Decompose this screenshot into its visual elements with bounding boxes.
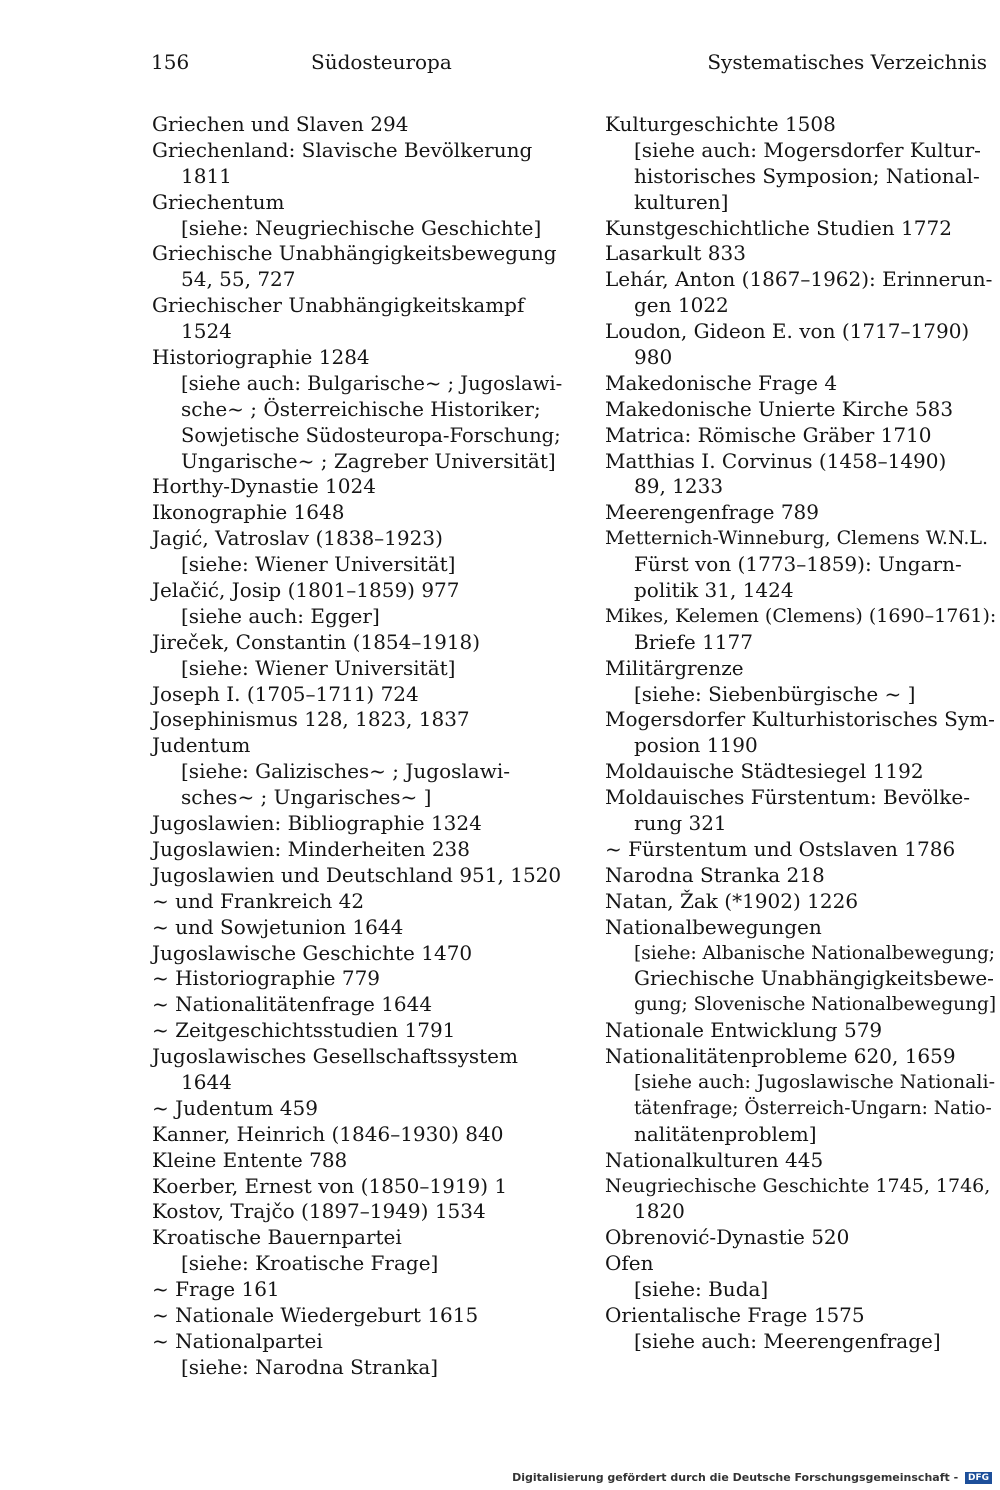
index-entry: Griechischer Unabhängigkeitskampf (152, 293, 525, 318)
index-entry: [siehe: Siebenbürgische ~ ] (634, 681, 916, 706)
index-entry: Lasarkult 833 (605, 241, 746, 266)
index-entry: Jugoslawien und Deutschland 951, 1520 (152, 862, 562, 887)
index-entry: Jugoslawische Geschichte 1470 (152, 940, 473, 965)
index-entry: ~ und Frankreich 42 (152, 888, 365, 913)
index-entry: rung 321 (634, 811, 727, 836)
index-entry: [siehe: Buda] (634, 1277, 769, 1302)
index-entry: Moldauische Städtesiegel 1192 (605, 759, 924, 784)
index-entry: Kunstgeschichtliche Studien 1772 (605, 215, 952, 240)
index-entry: Jagić, Vatroslav (1838–1923) (152, 526, 443, 551)
index-entry: politik 31, 1424 (634, 578, 794, 603)
index-entry: Koerber, Ernest von (1850–1919) 1 (152, 1173, 508, 1198)
index-entry: 1811 (181, 163, 232, 188)
index-entry: [siehe: Kroatische Frage] (181, 1251, 439, 1276)
index-entry: Kulturgeschichte 1508 (605, 112, 836, 136)
index-entry: Matthias I. Corvinus (1458–1490) (605, 448, 947, 473)
index-entry: Ikonographie 1648 (152, 500, 345, 525)
index-column-left (152, 112, 562, 1381)
index-entry: Historiographie 1284 (152, 345, 370, 370)
index-entry: Nationalkulturen 445 (605, 1147, 824, 1172)
index-entry: Obrenović-Dynastie 520 (605, 1225, 850, 1250)
index-entry: Makedonische Unierte Kirche 583 (605, 396, 954, 421)
index-entry: Briefe 1177 (634, 629, 753, 654)
index-entry: 980 (634, 345, 673, 370)
index-entry: Matrica: Römische Gräber 1710 (605, 422, 932, 447)
index-column-right (605, 112, 997, 1355)
index-entry: 1644 (181, 1069, 232, 1094)
index-entry: Sowjetische Südosteuropa-Forschung; (181, 423, 561, 447)
index-entry: 54, 55, 727 (181, 267, 296, 292)
index-entry: ~ Judentum 459 (152, 1095, 318, 1120)
index-entry: Griechentum (152, 189, 285, 214)
index-entry: Makedonische Frage 4 (605, 370, 838, 395)
index-entry: Joseph I. (1705–1711) 724 (152, 681, 419, 706)
index-entry: Meerengenfrage 789 (605, 500, 820, 525)
index-entry: Narodna Stranka 218 (605, 862, 825, 887)
footer-credit-text: Digitalisierung gefördert durch die Deutsche Forschungsgemeinschaft - (512, 1471, 959, 1484)
index-entry: kulturen] (634, 189, 729, 214)
index-entry: posion 1190 (634, 733, 758, 758)
index-entry: Ungarische~ ; Zagreber Universität] (181, 448, 556, 473)
page-header (151, 50, 991, 80)
index-entry: ~ und Sowjetunion 1644 (152, 914, 404, 939)
index-entry: Militärgrenze (605, 655, 744, 680)
index-entry: Horthy-Dynastie 1024 (152, 474, 376, 499)
index-entry: Griechische Unabhängigkeitsbewe- (634, 966, 994, 991)
index-entry: [siehe: Narodna Stranka] (181, 1354, 439, 1379)
index-entry: Moldauisches Fürstentum: Bevölke- (605, 785, 971, 810)
digitization-footer (512, 1471, 992, 1484)
index-entry: sches~ ; Ungarisches~ ] (181, 785, 432, 810)
index-entry: [siehe auch: Meerengenfrage] (634, 1328, 941, 1353)
index-entry: Kanner, Heinrich (1846–1930) 840 (152, 1121, 504, 1146)
running-head-region: Südosteuropa (311, 50, 452, 74)
index-entry: Fürst von (1773–1859): Ungarn- (634, 552, 962, 577)
running-head-section: Systematisches Verzeichnis (707, 50, 987, 74)
index-entry: 89, 1233 (634, 474, 724, 499)
index-entry: gung; Slovenische Nationalbewegung] (634, 994, 997, 1016)
index-entry: Kroatische Bauernpartei (152, 1225, 402, 1250)
index-entry: [siehe: Wiener Universität] (181, 552, 456, 577)
page-number: 156 (151, 50, 190, 74)
index-entry: Griechische Unabhängigkeitsbewegung (152, 241, 557, 266)
index-entry: Ofen (605, 1251, 654, 1276)
index-entry: Jugoslawien: Bibliographie 1324 (152, 811, 482, 836)
index-entry: [siehe auch: Bulgarische~ ; Jugoslawi- (181, 371, 563, 395)
index-entry: Jugoslawien: Minderheiten 238 (152, 836, 471, 861)
index-entry: Judentum (152, 733, 251, 758)
index-entry: [siehe auch: Mogersdorfer Kultur- (634, 137, 981, 162)
index-entry: ~ Historiographie 779 (152, 966, 381, 991)
index-entry: Jireček, Constantin (1854–1918) (152, 629, 481, 654)
index-entry: historisches Symposion; National- (634, 163, 980, 188)
index-entry: Neugriechische Geschichte 1745, 1746, (605, 1174, 991, 1197)
index-entry: nalitätenproblem] (634, 1121, 817, 1146)
index-entry: Mogersdorfer Kulturhistorisches Sym- (605, 707, 995, 732)
index-entry: ~ Frage 161 (152, 1277, 280, 1302)
index-entry: tätenfrage; Österreich-Ungarn: Natio- (634, 1097, 992, 1119)
index-entry: Metternich-Winneburg, Clemens W.N.L. (605, 527, 989, 550)
index-entry: [siehe auch: Egger] (181, 603, 380, 628)
index-entry: 1524 (181, 319, 232, 344)
index-entry: Mikes, Kelemen (Clemens) (1690–1761): (605, 604, 997, 627)
index-entry: Kostov, Trajčo (1897–1949) 1534 (152, 1199, 486, 1224)
index-entry: 1820 (634, 1199, 685, 1224)
index-entry: gen 1022 (634, 293, 729, 318)
index-entry: Nationalitätenprobleme 620, 1659 (605, 1044, 956, 1069)
index-entry: ~ Zeitgeschichtsstudien 1791 (152, 1018, 456, 1043)
index-entry: [siehe: Wiener Universität] (181, 655, 456, 680)
index-entry: ~ Nationalpartei (152, 1328, 323, 1353)
index-entry: Orientalische Frage 1575 (605, 1302, 865, 1327)
index-entry: Lehár, Anton (1867–1962): Erinnerun- (605, 267, 993, 292)
index-entry: [siehe: Albanische Nationalbewegung; (634, 942, 996, 964)
index-entry: Kleine Entente 788 (152, 1147, 348, 1172)
index-entry: Jelačić, Josip (1801–1859) 977 (152, 578, 460, 603)
index-entry: Natan, Žak (*1902) 1226 (605, 888, 859, 913)
index-entry: [siehe: Galizisches~ ; Jugoslawi- (181, 759, 510, 784)
index-entry: Jugoslawisches Gesellschaftssystem (152, 1044, 518, 1069)
index-entry: ~ Nationalitätenfrage 1644 (152, 992, 433, 1017)
index-entry: ~ Fürstentum und Ostslaven 1786 (605, 836, 956, 861)
index-entry: Loudon, Gideon E. von (1717–1790) (605, 319, 970, 344)
index-entry: Nationalbewegungen (605, 914, 822, 939)
index-entry: [siehe auch: Jugoslawische Nationali- (634, 1070, 995, 1093)
index-entry: Nationale Entwicklung 579 (605, 1018, 883, 1043)
index-entry: sche~ ; Österreichische Historiker; (181, 396, 541, 421)
index-entry: [siehe: Neugriechische Geschichte] (181, 215, 542, 240)
index-entry: Josephinismus 128, 1823, 1837 (152, 707, 470, 732)
index-entry: Griechenland: Slavische Bevölkerung (152, 137, 533, 162)
dfg-logo-icon: DFG (965, 1472, 992, 1484)
index-entry: ~ Nationale Wiedergeburt 1615 (152, 1302, 479, 1327)
index-entry: Griechen und Slaven 294 (152, 112, 409, 136)
